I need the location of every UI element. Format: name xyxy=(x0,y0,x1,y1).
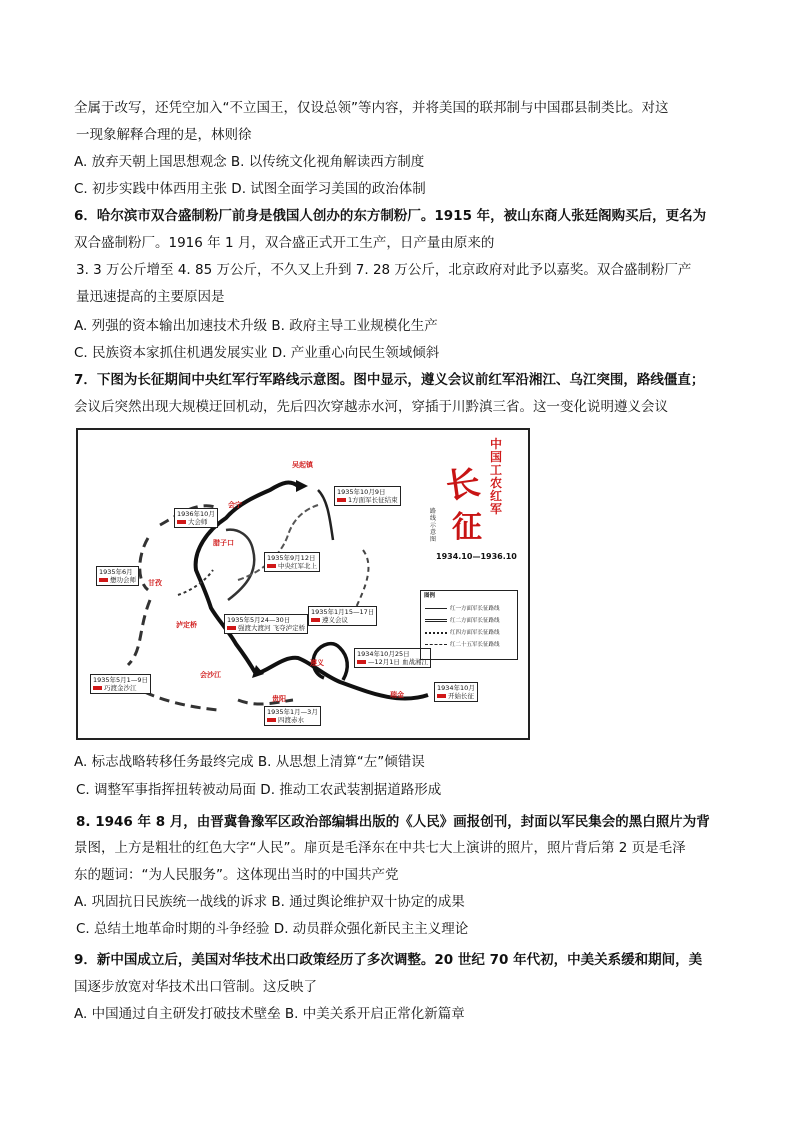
question-9-stem: 9．新中国成立后，美国对华技术出口政策经历了多次调整。20 世纪 70 年代初，中美关系缓和期间，美 xyxy=(74,952,703,968)
option-line: C. 初步实践中体西用主张 D. 试图全面学习美国的政治体制 xyxy=(74,181,426,197)
event-date: 1936年10月 xyxy=(177,510,215,518)
event-box xyxy=(174,508,218,528)
map-subtitle: 路线示意图 xyxy=(430,508,437,543)
question-6-stem: 6．哈尔滨市双合盛制粉厂前身是俄国人创办的东方制粉厂。1915 年，被山东商人张廷阁购买后，更名为 xyxy=(74,208,707,224)
event-date: 1935年1月15—17日 xyxy=(311,608,375,616)
legend-row: 红一方面军长征路线 xyxy=(425,605,500,614)
text-line: 双合盛制粉厂。1916 年 1 月，双合盛正式开工生产，日产量由原来的 xyxy=(74,235,495,251)
option-line: C. 总结土地革命时期的斗争经验 D. 动员群众强化新民主主义理论 xyxy=(76,921,469,937)
event-box xyxy=(90,674,151,694)
event-box xyxy=(224,614,308,634)
map-legend xyxy=(420,590,518,660)
option-line: A. 标志战略转移任务最终完成 B. 从思想上清算“左”倾错误 xyxy=(74,754,425,770)
event-date: 1935年1月—3月 xyxy=(267,708,318,716)
text-line: 量迅速提高的主要原因是 xyxy=(76,289,225,305)
text-line: 一现象解释合理的是，林则徐 xyxy=(76,127,252,143)
text-line: 会议后突然出现大规模迂回机动，先后四次穿越赤水河，穿插于川黔滇三省。这一变化说明遵义会议 xyxy=(74,399,668,415)
place-label: 会宁 xyxy=(228,501,242,509)
legend-title: 图例 xyxy=(424,593,436,599)
event-date: 1934年10月 xyxy=(437,684,475,692)
legend-row: 红二十五军长征路线 xyxy=(425,641,500,650)
event-text: 巧渡金沙江 xyxy=(104,684,137,692)
option-line: C. 调整军事指挥扭转被动局面 D. 推动工农武装割据道路形成 xyxy=(76,782,442,798)
text-line: 景图，上方是粗壮的红色大字“人民”。扉页是毛泽东在中共七大上演讲的照片，照片背后第 2 页是毛泽 xyxy=(74,840,686,856)
event-date: 1934年10月25日 xyxy=(357,650,410,658)
event-text: 遵义会议 xyxy=(322,616,348,624)
place-label: 遵义 xyxy=(310,659,324,667)
text-line: 3. 3 万公斤增至 4. 85 万公斤，不久又上升到 7. 28 万公斤，北京政府对此予以嘉奖。双合盛制粉厂产 xyxy=(76,262,692,278)
place-label: 泸定桥 xyxy=(176,621,197,629)
event-text: 懋功会师 xyxy=(110,576,136,584)
place-label: 甘孜 xyxy=(148,579,162,587)
event-box xyxy=(264,552,320,572)
long-march-route-map xyxy=(76,428,530,740)
option-line: C. 民族资本家抓住机遇发展实业 D. 产业重心向民生领域倾斜 xyxy=(74,345,440,361)
event-date: 1935年10月9日 xyxy=(337,488,386,496)
text-line: 国逐步放宽对华技术出口管制。这反映了 xyxy=(74,979,317,995)
event-box xyxy=(96,566,139,586)
event-box xyxy=(434,682,478,702)
event-text: 开始长征 xyxy=(448,692,474,700)
place-label: 吴起镇 xyxy=(292,461,313,469)
text-line: 全属于改写，还凭空加入“不立国王，仅设总领”等内容，并将美国的联邦制与中国郡县制类比。对这 xyxy=(74,100,669,116)
place-label: 会沙江 xyxy=(200,671,221,679)
place-label: 瑞金 xyxy=(390,691,404,699)
option-line: A. 巩固抗日民族统一战线的诉求 B. 通过舆论维护双十协定的成果 xyxy=(74,894,465,910)
event-text: 中央红军北上 xyxy=(278,562,317,570)
option-line: A. 列强的资本输出加速技术升级 B. 政府主导工业规模化生产 xyxy=(74,318,438,334)
event-date: 1935年5月24—30日 xyxy=(227,616,291,624)
event-box xyxy=(334,486,401,506)
event-text: 四渡赤水 xyxy=(278,716,304,724)
map-calligraphy: 长 xyxy=(443,462,483,508)
map-title: 中国工农红军 xyxy=(489,437,502,516)
option-line: A. 中国通过自主研发打破技术壁垒 B. 中美关系开启正常化新篇章 xyxy=(74,1006,465,1022)
event-date: 1935年6月 xyxy=(99,568,133,576)
place-label: 贵阳 xyxy=(272,695,286,703)
legend-row: 红二方面军长征路线 xyxy=(425,617,500,626)
event-date: 1935年5月1—9日 xyxy=(93,676,148,684)
event-date: 1935年9月12日 xyxy=(267,554,316,562)
event-text: —12月1日 血战湘江 xyxy=(368,658,428,666)
option-line: A. 放弃天朝上国思想观念 B. 以传统文化视角解读西方制度 xyxy=(74,154,425,170)
event-text: 强渡大渡河 飞夺泸定桥 xyxy=(238,624,306,632)
place-label: 腊子口 xyxy=(213,539,234,547)
question-8-stem: 8. 1946 年 8 月，由晋冀鲁豫军区政治部编辑出版的《人民》画报创刊，封面以军民集会的黑白照片为背 xyxy=(76,814,710,830)
map-calligraphy: 征 xyxy=(452,510,482,545)
event-text: 1方面军长征结束 xyxy=(348,496,398,504)
map-dates: 1934.10—1936.10 xyxy=(436,552,517,561)
event-text: 大会师 xyxy=(188,518,208,526)
event-box xyxy=(264,706,321,726)
text-line: 东的题词：“为人民服务”。这体现出当时的中国共产党 xyxy=(74,867,399,883)
legend-row: 红四方面军长征路线 xyxy=(425,629,500,638)
event-box xyxy=(308,606,377,626)
question-7-stem: 7．下图为长征期间中央红军行军路线示意图。图中显示，遵义会议前红军沿湘江、乌江突围，路线僵直； xyxy=(74,372,705,388)
